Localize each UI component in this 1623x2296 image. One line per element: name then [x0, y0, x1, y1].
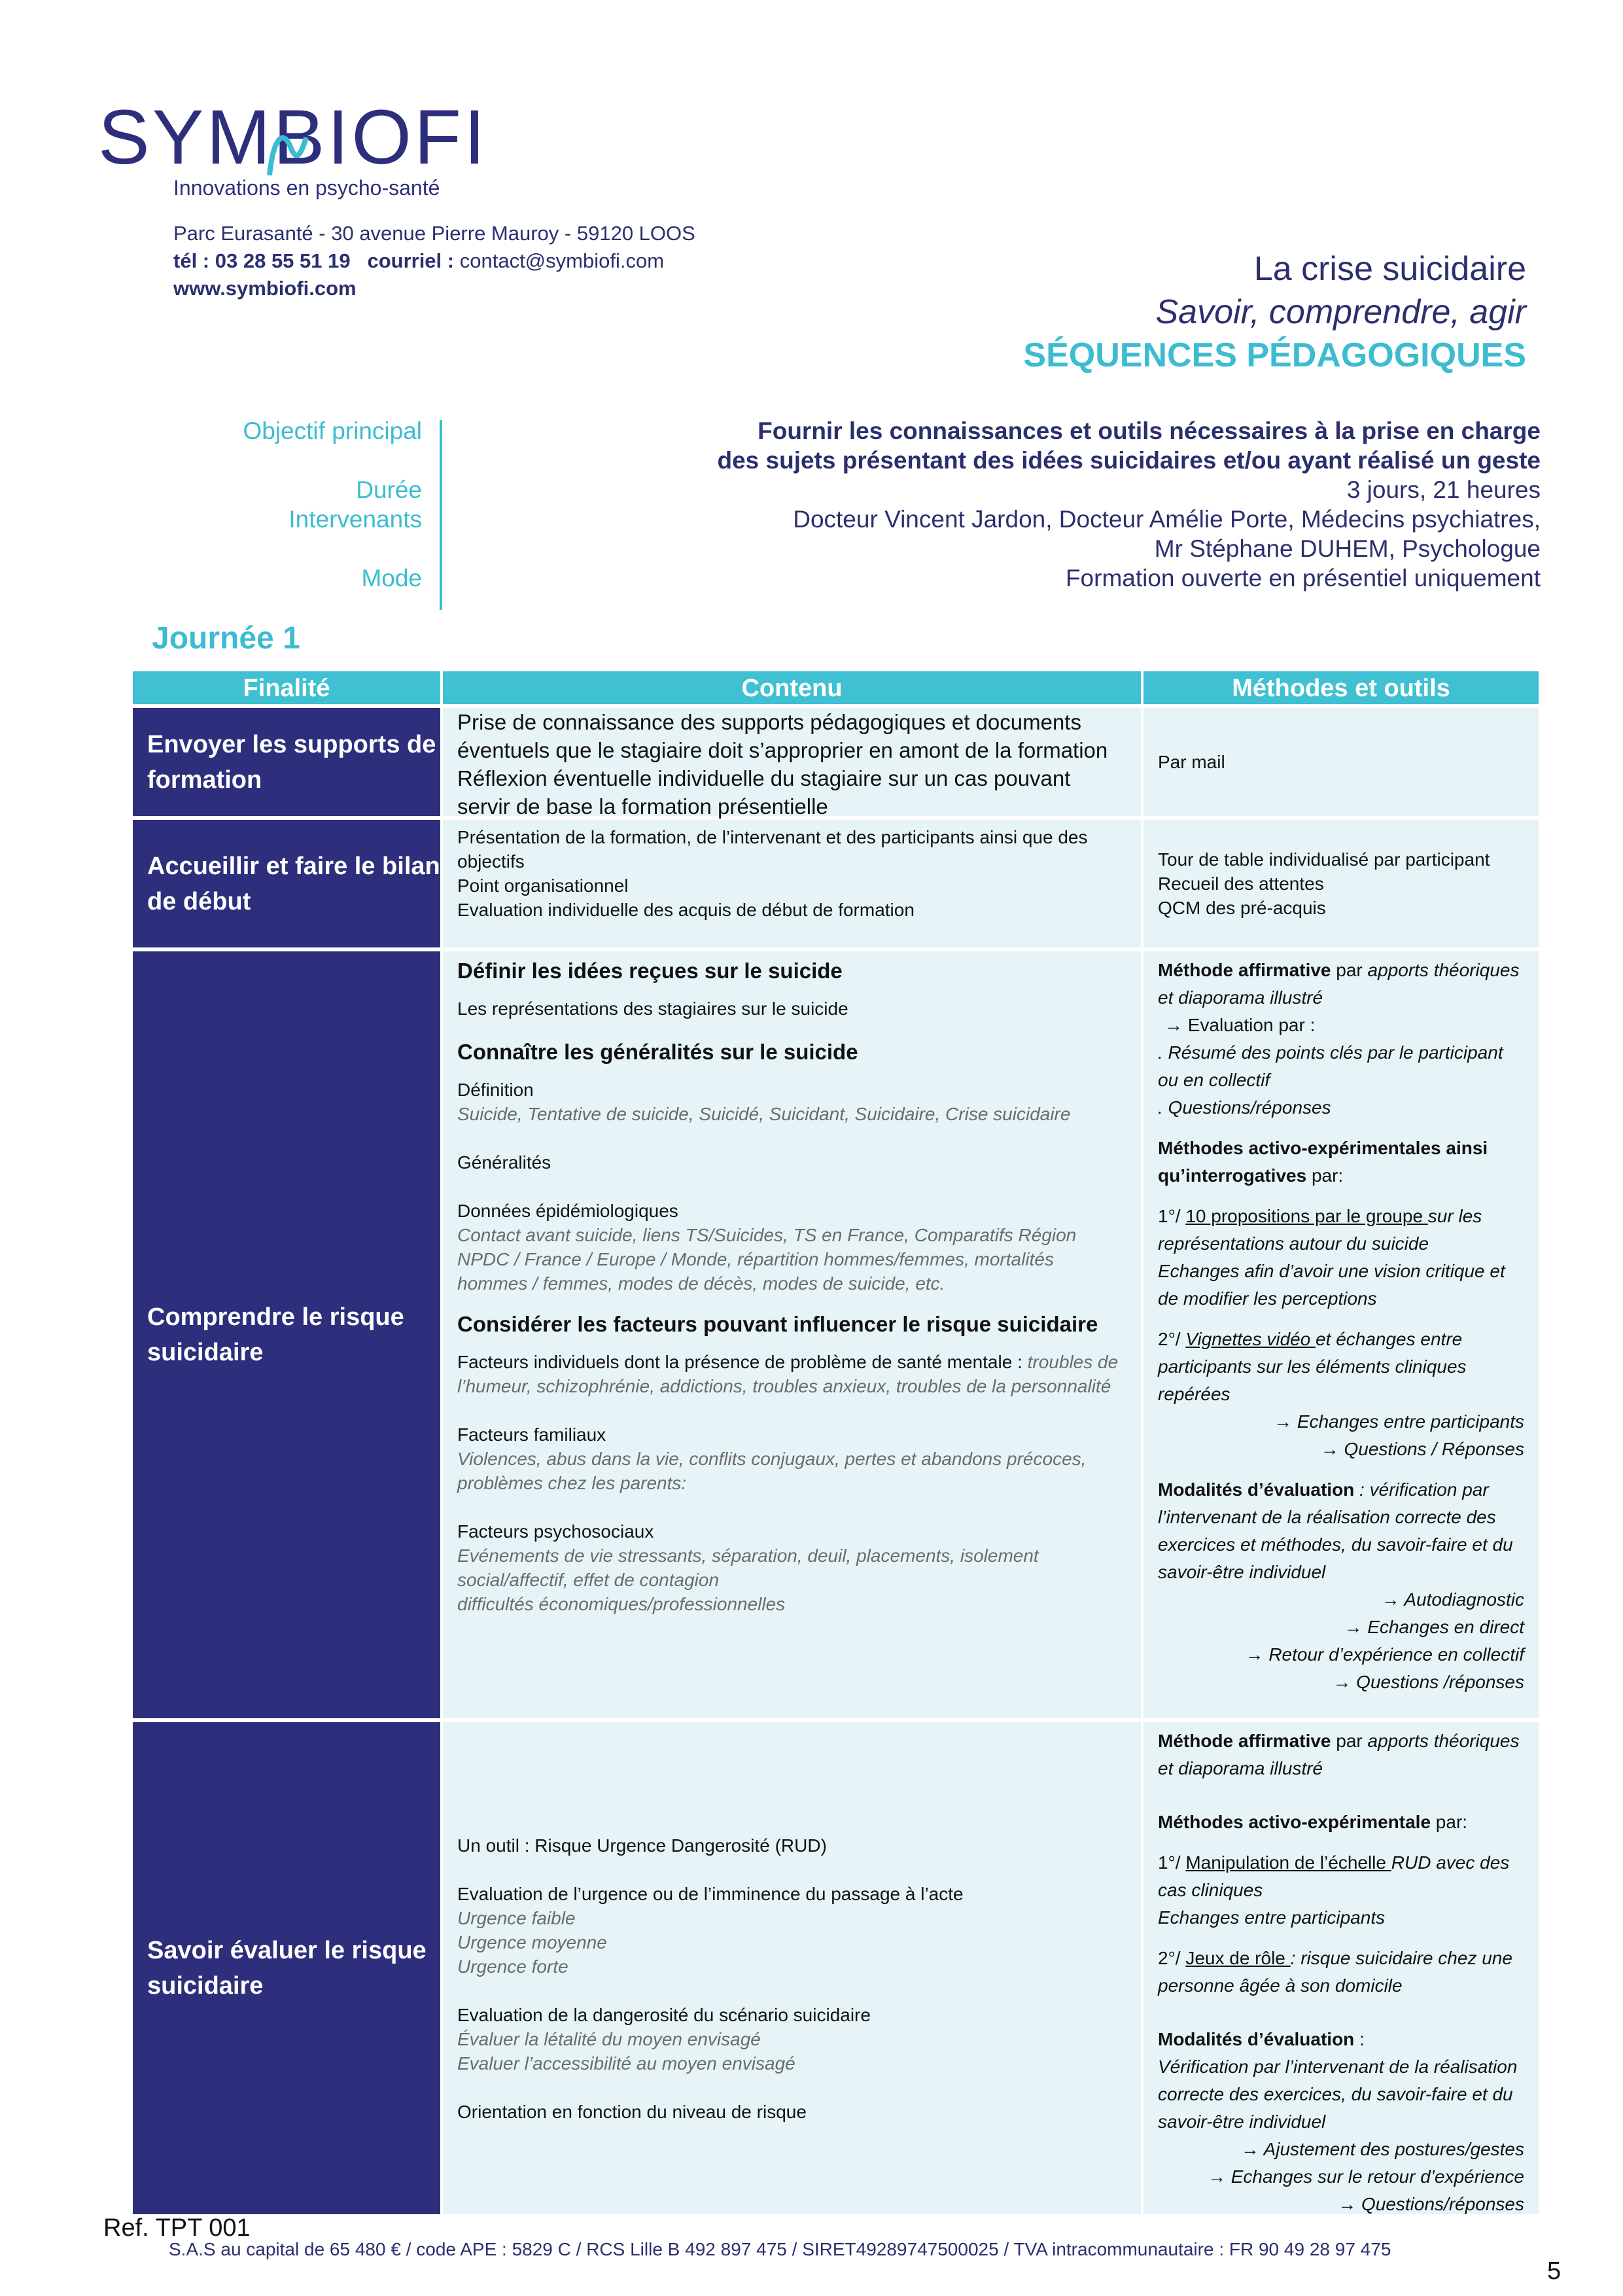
row1-methodes: Par mail — [1143, 708, 1539, 816]
label-objectif: Objectif principal — [243, 417, 422, 444]
header-finalite: Finalité — [133, 671, 440, 704]
website[interactable]: www.symbiofi.com — [173, 277, 357, 300]
title-line-2: Savoir, comprendre, agir — [1155, 293, 1526, 331]
header-contenu: Contenu — [443, 671, 1141, 704]
label-duree: Durée — [356, 476, 422, 503]
symbiofi-logo — [98, 98, 523, 209]
row2-methodes: Tour de table individualisé par participant Recueil des attentes QCM des pré-acquis — [1143, 820, 1539, 947]
intervenants-line-1: Docteur Vincent Jardon, Docteur Amélie Porte, Médecins psychiatres, — [793, 506, 1541, 533]
row1-finalite: Envoyer les supports de formation — [133, 708, 440, 816]
title-line-1: La crise suicidaire — [1253, 250, 1526, 288]
info-values — [497, 416, 1541, 593]
mail-label: courriel : — [367, 249, 455, 272]
row4-contenu: Un outil : Risque Urgence Dangerosité (RUD) Evaluation de l’urgence ou de l’imminence du passage à l’acte Urgence faible Urgence moyenne Urgence forte Evaluation de la dangerosité du scénario suicidaire Évaluer la létalité du moyen envisagé Evaluer l’accessibilité au moyen envisagé Orientation en fonction du niveau de risque — [443, 1722, 1141, 2214]
label-mode: Mode — [361, 565, 422, 592]
row4-methodes: Méthode affirmative par apports théoriques et diaporama illustré Méthodes activo-expérimentale par: 1°/ Manipulation de l’échelle RUD avec des cas cliniques Echanges entre participants 2°/ Jeux de rôle : risque suicidaire chez une personne âgée à son domicile Modalités d’évaluation : Vérification par l’intervenant de la réalisation correcte des exercices, du savoir-faire et du savoir-être individuel → Ajustement des postures/gestes → Echanges sur le retour d’expérience → Questions/réponses — [1143, 1722, 1539, 2214]
company-address — [173, 220, 695, 302]
document-reference: Ref. TPT 001 — [103, 2214, 251, 2242]
mail-value[interactable]: contact@symbiofi.com — [459, 249, 665, 272]
objectif-line-1: Fournir les connaissances et outils nécessaires à la prise en charge — [758, 417, 1541, 444]
address-line: Parc Eurasanté - 30 avenue Pierre Mauroy - 59120 LOOS — [173, 222, 695, 245]
info-divider — [440, 420, 442, 610]
mode-value: Formation ouverte en présentiel uniquement — [1065, 565, 1541, 592]
logo-tagline: Innovations en psycho-santé — [173, 176, 440, 200]
title-line-3: SÉQUENCES PÉDAGOGIQUES — [1023, 336, 1526, 374]
intervenants-line-2: Mr Stéphane DUHEM, Psychologue — [1154, 535, 1541, 562]
page-number: 5 — [1547, 2257, 1562, 2285]
duree-value: 3 jours, 21 heures — [1346, 476, 1541, 503]
header-methodes: Méthodes et outils — [1143, 671, 1539, 704]
row3-finalite: Comprendre le risque suicidaire — [133, 951, 440, 1718]
contact-line — [173, 247, 695, 275]
row1-contenu: Prise de connaissance des supports pédagogiques et documents éventuels que le stagiaire doit s’approprier en amont de la formation Réflexion éventuelle individuelle du stagiaire sur un cas pouvant servir de base la formation présentielle — [443, 708, 1141, 816]
row2-contenu: Présentation de la formation, de l’intervenant et des participants ainsi que des objectifs Point organisationnel Evaluation individuelle des acquis de début de formation — [443, 820, 1141, 947]
row3-methodes: Méthode affirmative par apports théoriques et diaporama illustré → Evaluation par : . Résumé des points clés par le participant ou en collectif . Questions/réponses Méthodes activo-expérimentales ainsi qu’interrogatives par: 1°/ 10 propositions par le groupe sur les représentations autour du suicide Echanges afin d’avoir une vision critique et de modifier les perceptions 2°/ Vignettes vidéo et échanges entre participants sur les éléments cliniques repérées → Echanges entre participants → Questions / Réponses Modalités d’évaluation : vérification par l’intervenant de la réalisation correcte des exercices et méthodes, du savoir-faire et du savoir-être individuel → Autodiagnostic → Echanges en direct → Retour d’expérience en collectif → Questions /réponses — [1143, 951, 1539, 1718]
row3-contenu: Définir les idées reçues sur le suicide Les représentations des stagiaires sur le suicide Connaître les généralités sur le suicide Définition Suicide, Tentative de suicide, Suicidé, Suicidant, Suicidaire, Crise suicidaire Généralités Données épidémiologiques Contact avant suicide, liens TS/Suicides, TS en France, Comparatifs Région NPDC / France / Europe / Monde, répartition hommes/femmes, mortalités hommes / femmes, modes de décès, modes de suicide, etc. Considérer les facteurs pouvant influencer le risque suicidaire Facteurs individuels dont la présence de problème de santé mentale : troubles de l’humeur, schizophrénie, addictions, troubles anxieux, troubles de la personnalité Facteurs familiaux Violences, abus dans la vie, conflits conjugaux, pertes et abandons précoces, problèmes chez les parents: Facteurs psychosociaux Evénements de vie stressants, séparation, deuil, placements, isolement social/affectif, effet de contagion difficultés économiques/professionnelles — [443, 951, 1141, 1718]
row2-finalite: Accueillir et faire le bilan de début — [133, 820, 440, 947]
day-heading: Journée 1 — [152, 621, 300, 656]
logo-graphic — [98, 98, 523, 209]
info-labels — [131, 416, 422, 593]
tel-label: tél : — [173, 249, 210, 272]
document-title — [807, 247, 1526, 377]
label-intervenants: Intervenants — [288, 506, 422, 533]
row4-finalite: Savoir évaluer le risque suicidaire — [133, 1722, 440, 2214]
legal-footer: S.A.S au capital de 65 480 € / code APE : 5829 C / RCS Lille B 492 897 475 / SIRET49289747500025 / TVA intracommunautaire : FR 90 49 28 97 475 — [169, 2239, 1391, 2259]
objectif-line-2: des sujets présentant des idées suicidaires et/ou ayant réalisé un geste — [717, 447, 1541, 474]
logo-wordmark: SYMBIOFI — [98, 98, 488, 181]
tel-value: 03 28 55 51 19 — [215, 249, 351, 272]
